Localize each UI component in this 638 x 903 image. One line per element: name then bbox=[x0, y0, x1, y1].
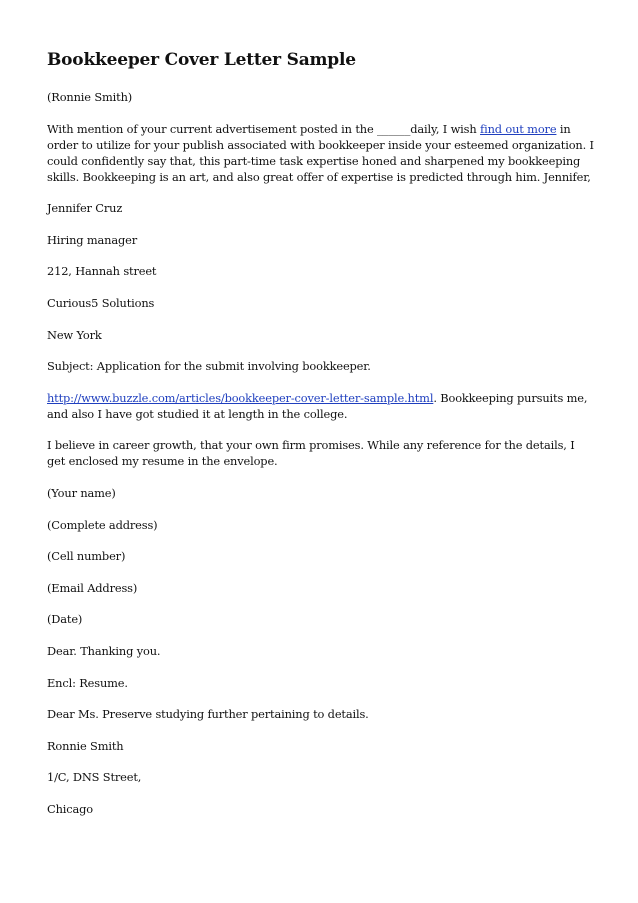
url-paragraph bbox=[47, 390, 595, 422]
sender-name: (Ronnie Smith) bbox=[47, 90, 133, 104]
signature-name: Ronnie Smith bbox=[47, 738, 124, 753]
recipient-title: Hiring manager bbox=[47, 232, 138, 247]
url-paragraph-text: . Bookkeeping pursuits me, and also I have got studied it at length in the college. bbox=[47, 390, 588, 421]
buzzle-article-link[interactable]: http://www.buzzle.com/articles/bookkeeper-cover-letter-sample.html bbox=[47, 390, 434, 405]
email-address-placeholder: (Email Address) bbox=[47, 580, 138, 595]
your-name-placeholder: (Your name) bbox=[47, 485, 116, 500]
intro-text-start: With mention of your current advertisement posted in the ______daily, I wish bbox=[47, 121, 481, 136]
recipient-company: Curious5 Solutions bbox=[47, 295, 155, 310]
date-placeholder: (Date) bbox=[47, 612, 83, 627]
recipient-name: Jennifer Cruz bbox=[47, 201, 123, 216]
intro-paragraph bbox=[47, 121, 595, 185]
find-out-more-link[interactable]: find out more bbox=[480, 121, 557, 136]
complete-address-placeholder: (Complete address) bbox=[47, 517, 158, 532]
signature-street: 1/C, DNS Street, bbox=[47, 770, 142, 785]
enclosure-line: Encl: Resume. bbox=[47, 675, 128, 690]
subject-line: Subject: Application for the submit involving bookkeeper. bbox=[47, 359, 371, 374]
intro-text-end: in order to utilize for your publish associated with bookkeeper inside your esteemed organization. I could confidently say that, this part-time task expertise honed and sharpened my bookkeeping skills. Bookkeeping is an art, and also great offer of expertise is predicted through him. Jennifer, bbox=[47, 121, 594, 184]
document-title: Bookkeeper Cover Letter Sample bbox=[47, 50, 356, 70]
recipient-street: 212, Hannah street bbox=[47, 264, 157, 279]
cell-number-placeholder: (Cell number) bbox=[47, 549, 126, 564]
belief-paragraph: I believe in career growth, that your own firm promises. While any reference for the details, I get enclosed my resume in the envelope. bbox=[47, 438, 575, 469]
thanks-line: Dear. Thanking you. bbox=[47, 643, 161, 658]
letter-page bbox=[47, 49, 595, 832]
recipient-city: New York bbox=[47, 327, 102, 342]
closing-line: Dear Ms. Preserve studying further pertaining to details. bbox=[47, 707, 369, 722]
signature-city: Chicago bbox=[47, 801, 93, 816]
